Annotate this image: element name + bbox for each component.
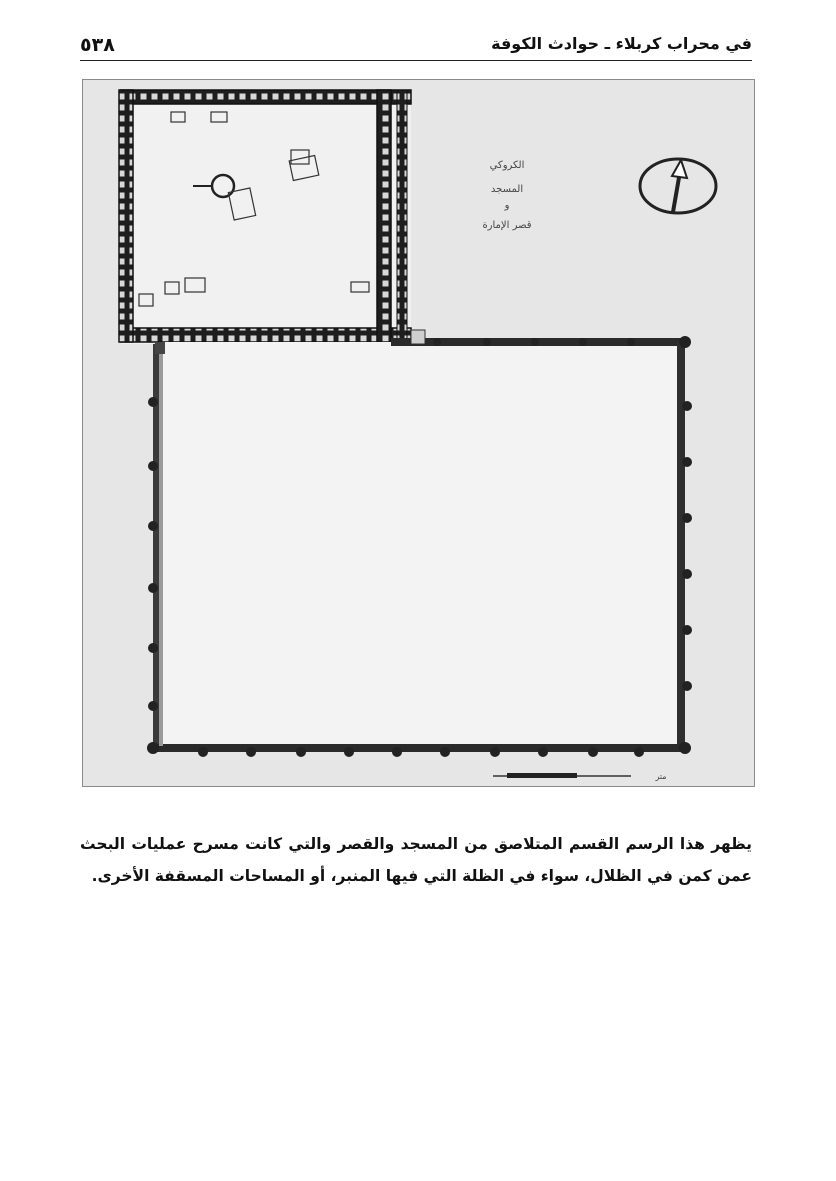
header-rule: [80, 60, 752, 61]
page-header: [80, 30, 752, 60]
north-arrow-icon: [640, 159, 716, 213]
scale-bar: [493, 772, 667, 781]
scale-label: متر: [655, 772, 667, 781]
site-plan-figure: [82, 79, 755, 787]
map-label: [482, 160, 531, 231]
map-label-line-1: الكروكي: [489, 160, 525, 171]
palace-enclosure: [147, 330, 692, 757]
figure-caption: يظهر هذا الرسم القسم المتلاصق من المسجد والقصر والتي كانت مسرح عمليات البحث عمن كمن في الظلال، سواء في الظلة التي فيها المنبر، أو المساحات المسقفة الأخرى.: [80, 834, 752, 885]
site-plan-drawing: [83, 80, 754, 786]
map-label-line-3: و: [504, 200, 510, 211]
mosque-enclosure: [119, 90, 411, 344]
map-label-line-4: قصر الإمارة: [482, 220, 532, 231]
running-title: في محراب كربلاء ـ حوادث الكوفة: [491, 34, 752, 53]
page-number: ٥٣٨: [80, 34, 115, 56]
map-label-line-2: المسجد: [490, 184, 524, 195]
